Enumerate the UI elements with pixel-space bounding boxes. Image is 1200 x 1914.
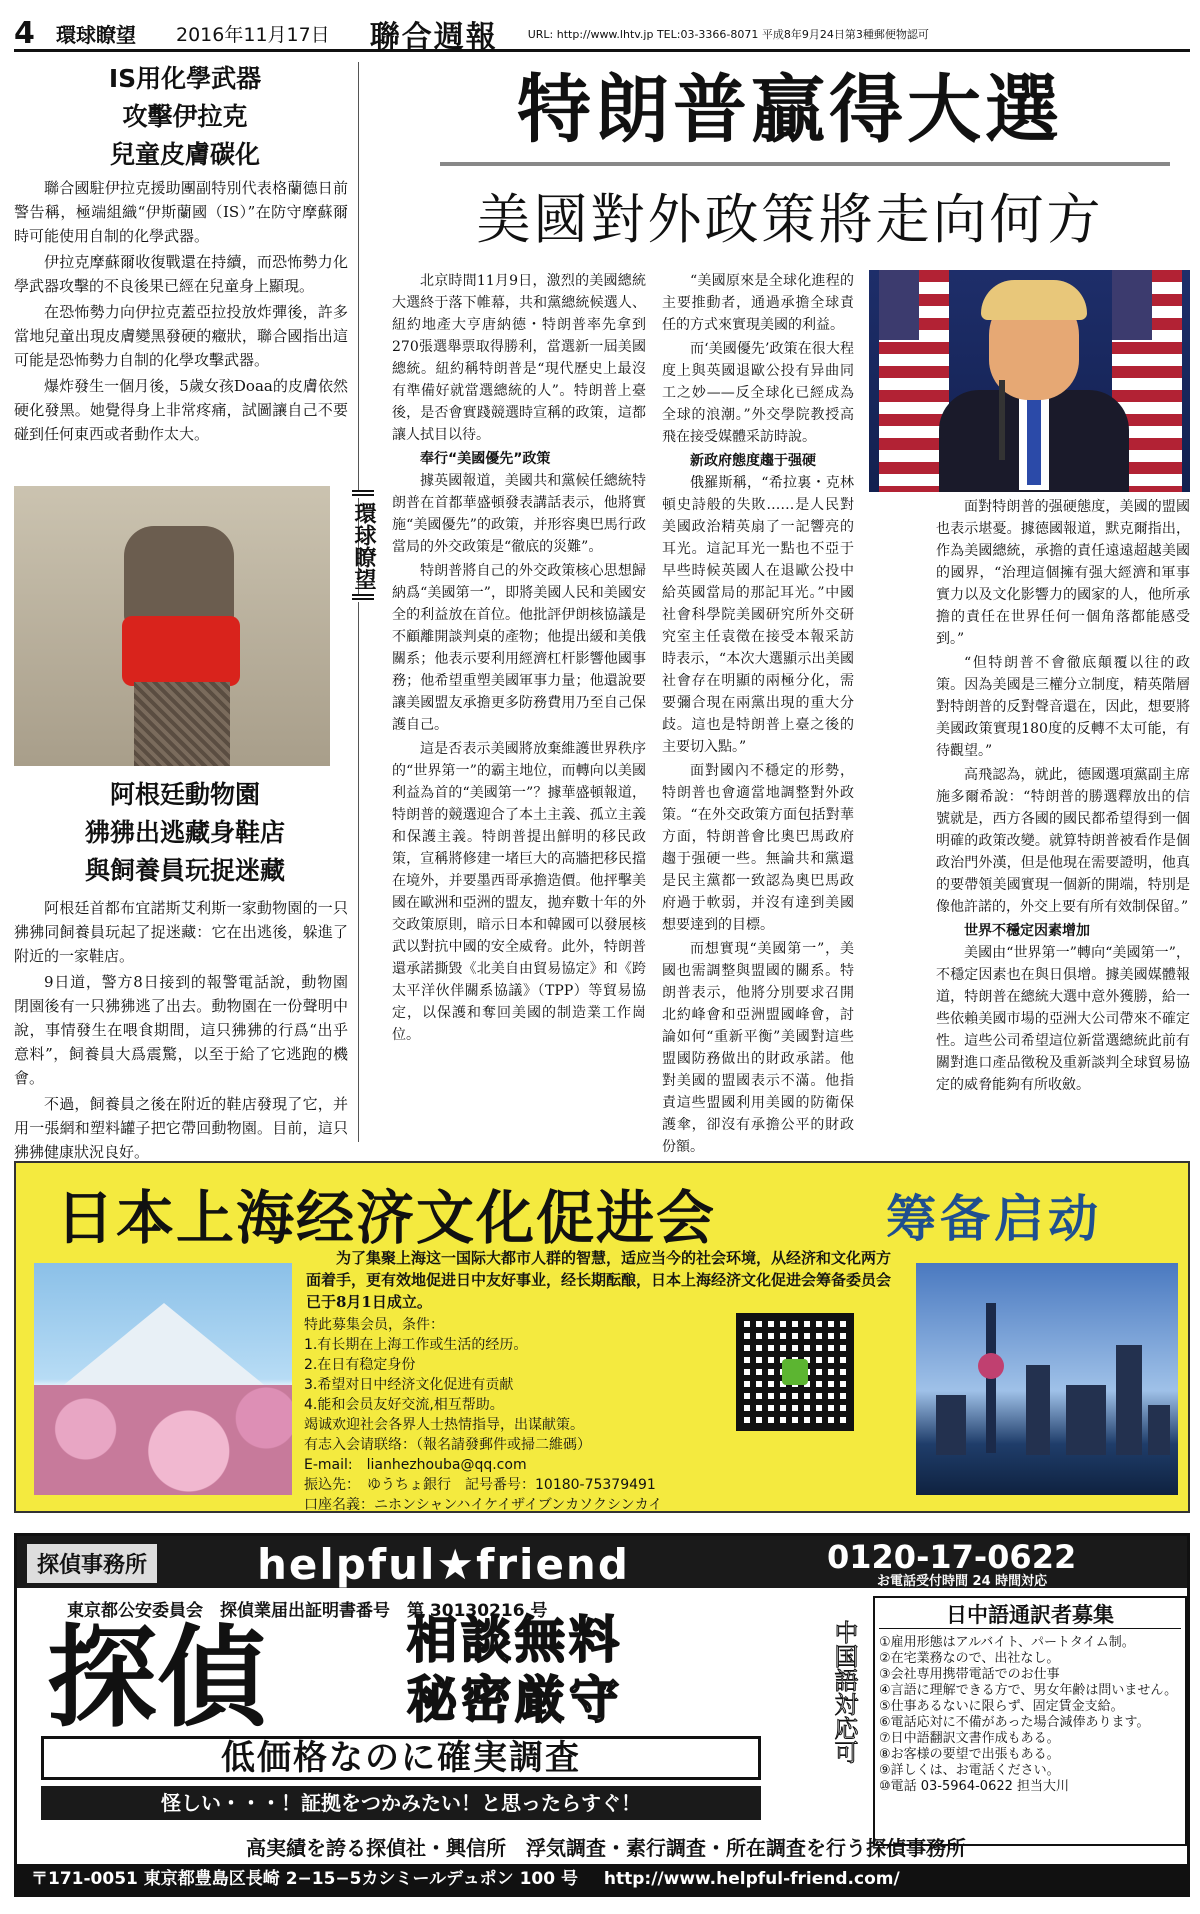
- masthead: 聯合週報: [369, 19, 498, 55]
- headline-rule: [440, 162, 1170, 166]
- page-number: 4: [14, 16, 35, 51]
- ad2-url[interactable]: http://www.helpful-friend.com/: [603, 1869, 900, 1889]
- story2-title: 阿根廷動物園 狒狒出逃藏身鞋店 與飼養員玩捉迷藏: [84, 780, 285, 885]
- section-name: 環球瞭望: [56, 23, 136, 47]
- ad2-low-price: 低価格なのに確実調査: [41, 1736, 761, 1780]
- wechat-icon: [782, 1359, 808, 1385]
- paragraph: 特朗普將自己的外交政策核心思想歸納爲“美國第一”，即將美國人民和美國安全的利益放在首位。他批評伊朗核協議是不顧離開談判桌的產物；他提出緩和美俄關系；他表示要利用經濟杠杆影響他國事務；他希望重塑美國軍事力量；他還說要讓美國盟友承擔更多防務費用乃至自己保護自己。: [392, 563, 646, 733]
- ad2-features: 高実績を誇る探偵社・興信所 浮気調査・素行調査・所在調査を行う探偵事務所: [246, 1836, 966, 1860]
- ad2-confidential: 秘密厳守: [407, 1671, 623, 1729]
- paragraph: 而‘美國優先’政策在很大程度上與英國退歐公投有异曲同工之妙——反全球化已經成為全球的浪潮。”外交學院教授高飛在接受媒體采訪時說。: [662, 341, 854, 445]
- mount-fuji-image: [34, 1263, 292, 1495]
- main-column-1: [392, 270, 646, 1048]
- ad2-free-consult: 相談無料: [407, 1611, 623, 1669]
- ad-details: 特此募集会员，条件： 1.有长期在上海工作或生活的经历。 2.在日有稳定身份 3.希望对日中经济文化促进有贡献 4.能和会员友好交流,相互帮助。 竭诚欢迎社会各界人士热情指导，出谋献策。 有志入会请联络：（報名請發郵件或掃二維碼） E-mail: lianhezhouba@qq.com 振込先： ゆうちょ銀行 記号番号：10180-75379491 口座名義：ニホンシャンハイケイザイブンカソクシンカイ: [304, 1317, 663, 1513]
- paragraph: 北京時間11月9日，激烈的美國總統大選終于落下帷幕，共和黨總統候選人、紐約地產大亨唐納德・特朗普率先拿到270張選舉票取得勝利，當選新一屆美國總統。紐約稱特朗普是“現代歷史上最沒有準備好就當選總統的人”。特朗普上臺後，是否會實踐競選時宣稱的政策，這都讓人拭目以待。: [392, 273, 646, 443]
- ad2-big-text: 探偵: [47, 1614, 267, 1742]
- story1-title: IS用化學武器 攻擊伊拉克 兒童皮膚碳化: [108, 64, 262, 169]
- paragraph: “美國原來是全球化進程的主要推動者，通過承擔全球責任的方式來實現美國的利益。: [662, 273, 854, 333]
- column-label: 環球瞭望: [350, 486, 376, 606]
- main-subheadline: 美國對外政策將走向何方: [476, 188, 1104, 251]
- main-column-3: [936, 496, 1190, 1098]
- page-header: [14, 16, 1190, 55]
- main-headline: 特朗普贏得大選: [517, 67, 1063, 153]
- ad2-phone[interactable]: 0120-17-0622: [827, 1538, 1077, 1576]
- paragraph: 俄羅斯稱，“希拉裏・克林頓史詩般的失敗……是人民對美國政治精英扇了一記響亮的耳光。這記耳光一點也不亞于早些時候英國人在退歐公投中給英國當局的那記耳光。”中國社會科學院美國研究所外交研究室主任袁徵在接受本報采訪時表示，“本次大選顯示出美國社會存在明顯的兩極分化，需要彌合現在兩黨出現的重大分歧。這也是特朗普上臺之後的主要切入點。”: [662, 475, 854, 755]
- ad2-label: 探偵事務所: [27, 1544, 157, 1583]
- ad2-chinese-support: 中国語対応可: [830, 1620, 858, 1764]
- child-skin-photo: [14, 486, 330, 766]
- paragraph: 據英國報道，美國共和黨候任總統特朗普在首都華盛頓發表講話表示，他將實施“美國優先”的政策，并形容奧巴馬行政當局的外交政策是“徹底的災難”。: [392, 473, 646, 555]
- ad2-registration: 東京都公安委員会 探偵業届出証明書番号 第 30130216 号: [67, 1601, 548, 1621]
- story2-body: 阿根廷首都布宜諾斯艾利斯一家動物園的一只狒狒同飼養員玩起了捉迷藏：它在出逃後，躲進了附近的一家鞋店。 9日道，警方8日接到的報警電話說，動物園閉園後有一只狒狒逃了出去。動物園在一份聲明中說，事情發生在喂食期間，這只狒狒的行爲“出乎意料”，飼養員大爲震驚，以至于給了它逃跑的機會。 不過，飼養員之後在附近的鞋店發現了它，并用一張網和塑料罐子把它帶回動物園。目前，這只狒狒健康狀況良好。: [14, 899, 348, 1161]
- paragraph: 高飛認為，就此，德國選項黨副主席施多爾希說：“特朗普的勝選釋放出的信號就是，西方各國的國民都希望得到一個明確的政策改變。就算特朗普被看作是個政治門外漢，但是他現在需要證明，他真的要帶領美國實現一個新的開端，特別是像他許諾的，外交上要有所有效制保留。”: [936, 767, 1190, 915]
- main-column-2: [662, 270, 854, 1160]
- paragraph: 面對國內不穩定的形勢，特朗普也會適當地調整對外政策。“在外交政策方面包括對華方面，特朗普會比奧巴馬政府趨于强硬一些。無論共和黨還是民主黨都一致認為奧巴馬政府過于軟弱，并沒有達到美國想要達到的目標。: [662, 763, 854, 933]
- paragraph: “但特朗普不會徹底顛覆以往的政策。因為美國是三權分立制度，精英階層對特朗普的反對聲音還在，因此，想要將美國政策實現180度的反轉不太可能，有待觀望。”: [936, 655, 1190, 759]
- issue-date: 2016年11月17日: [176, 24, 330, 46]
- ad2-address-bar: [17, 1864, 1187, 1894]
- ad2-hours: お電話受付時間 24 時間対応: [877, 1574, 1048, 1589]
- section-subhead: 新政府態度趨于强硬: [690, 453, 816, 469]
- paragraph: 美國由“世界第一”轉向“美國第一”，不穩定因素也在與日俱增。據美國媒體報道，特朗普在總統大選中意外獲勝，給一些依賴美國市場的亞洲大公司帶來不確定性。這些公司希望這位新當選總統此前有關對進口產品徵稅及重新談判全球貿易協定的威脅能夠有所收斂。: [936, 945, 1190, 1093]
- ad2-recruit-box: 日中語通訳者募集 ①雇用形態はアルバイト、パートタイム制。 ②在宅業務なので、出社なし。 ③会社専用携帯電話でのお仕事 ④言語に理解できる方で、男女年齢は問いません。 ⑤仕事あるないに限らず、固定賃金支給。 ⑥電話応対に不備があった場合減俸あります。 ⑦日中語翻訳文書作成もある。 ⑧お客様の要望で出張もある。 ⑨詳しくは、お電話ください。 ⑩電話 03-5964-0622 担当大川: [873, 1596, 1187, 1846]
- paragraph: 面對特朗普的强硬態度，美國的盟國也表示堪憂。據德國報道，默克爾指出，作為美國總統，承擔的責任遠遠超越美國的國界，“治理這個擁有强大經濟和軍事實力以及文化影響力的國家的人，他所承擔的責任在世界任何一個角落都能感受到。”: [936, 499, 1190, 647]
- story1-body: 聯合國駐伊拉克援助團副特別代表格蘭德日前警告稱，極端組織“伊斯蘭國（IS）”在防守摩蘇爾時可能使用自制的化學武器。 伊拉克摩蘇爾收復戰還在持續，而恐怖勢力化學武器攻擊的不良後果已經在兒童身上顯現。 在恐怖勢力向伊拉克蓋亞拉投放炸彈後，許多當地兒童出現皮膚變黑發硬的癥狀，聯合國指出這可能是恐怖勢力自制的化學攻擊武器。 爆炸發生一個月後，5歲女孩Doaa的皮膚依然硬化發黑。她覺得身上非常疼痛，試圖讓自己不要碰到任何東西或者動作太大。: [14, 179, 348, 443]
- shanghai-skyline-image: [916, 1263, 1178, 1495]
- trump-photo: [869, 270, 1190, 492]
- ad2-tagline: 怪しい・・・！証拠をつかみたい！と思ったらすぐ！: [41, 1786, 761, 1820]
- ad2-brand: helpful★friend: [257, 1540, 630, 1589]
- qr-code[interactable]: [736, 1313, 854, 1431]
- section-subhead: 世界不穩定因素增加: [964, 923, 1090, 939]
- paragraph: 而想實現“美國第一”，美國也需調整與盟國的關系。特朗普表示，他將分別要求召開北約峰會和亞洲盟國峰會，討論如何“重新平衡”美國對這些盟國防務做出的財政承諾。他對美國的盟國表示不滿。他指責這些盟國利用美國的防衛保護傘，卻沒有承擔公平的財政份額。: [662, 941, 854, 1155]
- section-subhead: 奉行“美國優先”政策: [420, 451, 551, 467]
- ad-intro: 为了集聚上海这一国际大都市人群的智慧，适应当今的社会环境，从经济和文化两方面着手，更有效地促进日中友好事业，经长期酝酿，日本上海经济文化促进会筹备委员会已于8月1日成立。: [306, 1249, 892, 1311]
- association-ad: [14, 1161, 1190, 1513]
- ad-subtitle: 筹备启动: [886, 1190, 1102, 1248]
- header-info: URL: http://www.lhtv.jp TEL:03-3366-8071 平成8年9月24日第3種郵便物認可: [527, 27, 929, 41]
- detective-agency-ad: [14, 1533, 1190, 1897]
- paragraph: 這是否表示美國將放棄維護世界秩序的“世界第一”的霸主地位，而轉向以美國利益為首的“美國第一”？據華盛頓報道，特朗普的競選迎合了本土主義、孤立主義和保護主義。特朗普提出鮮明的移民政策，宣稱將修建一堵巨大的高牆把移民擋在境外，并要墨西哥承擔造價。他抨擊美國在歐洲和亞洲的盟友，拋弃數十年的外交政策原則，暗示日本和韓國可以發展核武以對抗中國的安全威脅。此外，特朗普還承諾撕毀《北美自由貿易協定》和《跨太平洋伙伴關系協議》（TPP）等貿易協定，以保護和奪回美國的制造業工作崗位。: [392, 741, 646, 1043]
- ad2-address: 〒171-0051 東京都豊島区長崎 2−15−5カシミールデュポン 100 号: [31, 1869, 578, 1889]
- ad-title: 日本上海经济文化促进会: [56, 1184, 717, 1252]
